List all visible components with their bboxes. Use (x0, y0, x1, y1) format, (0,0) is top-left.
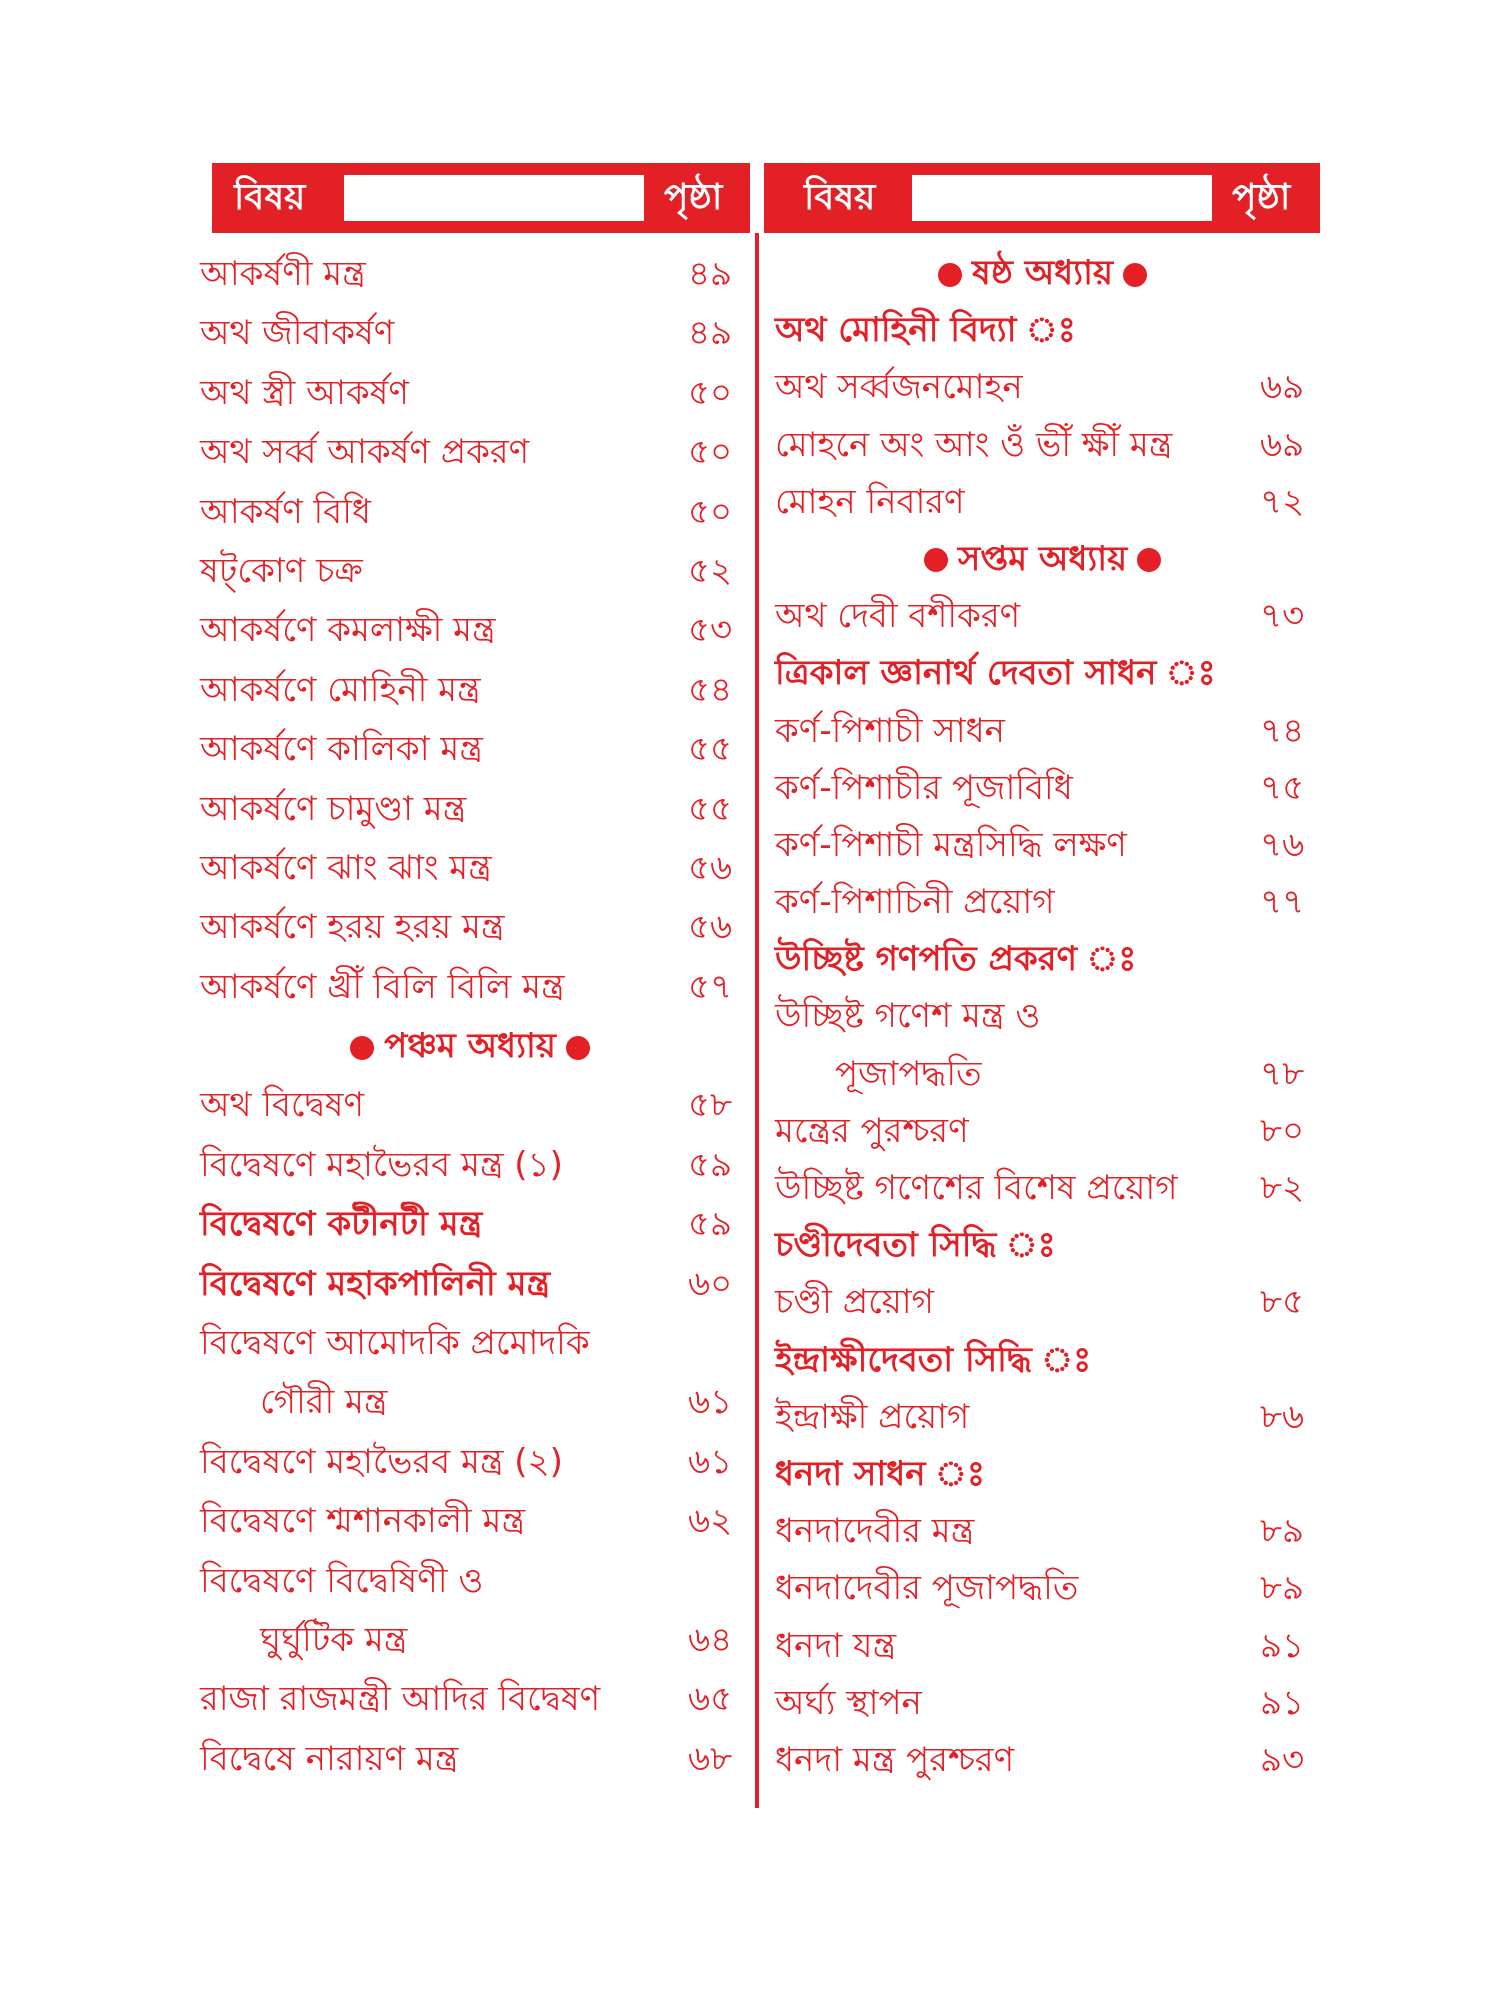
toc-entry (775, 703, 1310, 760)
toc-entry (775, 417, 1310, 474)
header-gap (750, 163, 764, 233)
toc-entry-title: মোহনে অং আং ওঁ ভীঁ ক্ষীঁ মন্ত্র (775, 424, 1173, 465)
toc-entry-title: ধনদা মন্ত্র পুরশ্চরণ (775, 1739, 1015, 1780)
toc-entry-page-number: ৯১ (1260, 1625, 1305, 1666)
toc-entry-page-number: ৬০ (688, 1263, 733, 1304)
toc-entry-title: আকর্ষণে হরয় হরয় মন্ত্র (200, 907, 505, 948)
toc-entry-page-number: ৫৯ (688, 1204, 733, 1245)
toc-entry (200, 1136, 740, 1195)
toc-entry-page-number: ৬৫ (688, 1679, 733, 1720)
toc-entry-title: ধনদা যন্ত্র (775, 1625, 897, 1666)
toc-entry (775, 1503, 1310, 1560)
toc-entry-title: আকর্ষণে মোহিনী মন্ত্র (200, 669, 481, 710)
toc-entry-page-number: ৫৫ (688, 788, 733, 829)
toc-entry-title: বিদ্বেষণে বিদ্বেষিণী ও (200, 1560, 484, 1601)
column-divider (755, 163, 759, 1808)
toc-entry-page-number: ৮৬ (1260, 1396, 1305, 1437)
toc-entry (775, 931, 1310, 988)
chapter-title: সপ্তম অধ্যায় (957, 538, 1128, 579)
toc-entry-title: ইন্দ্রাক্ষীদেবতা সিদ্ধি ঃ (775, 1339, 1092, 1380)
toc-entry-title: ধনদাদেবীর পূজাপদ্ধতি (775, 1568, 1079, 1609)
toc-entry (775, 1446, 1310, 1503)
toc-entry-page-number: ৬৯ (1260, 367, 1305, 408)
toc-entry (775, 874, 1310, 931)
toc-entry (775, 1389, 1310, 1446)
toc-entry (775, 1046, 1310, 1103)
toc-entry-page-number: ৮০ (1260, 1110, 1305, 1151)
chapter-heading (200, 1017, 740, 1076)
toc-entry (200, 1492, 740, 1551)
toc-entry-page-number: ৮৫ (1260, 1282, 1305, 1323)
toc-entry-title: বিদ্বেষণে আমোদকি প্রমোদকি (200, 1323, 590, 1364)
toc-entry-title: চণ্ডী প্রয়োগ (775, 1282, 934, 1323)
toc-entry (200, 1195, 740, 1254)
toc-entry (775, 1332, 1310, 1389)
bullet-dot-icon (1123, 263, 1147, 287)
toc-entry (200, 1076, 740, 1135)
bullet-dot-icon (350, 1036, 374, 1060)
toc-entry-page-number: ৭৬ (1260, 824, 1305, 865)
toc-entry (775, 988, 1310, 1045)
toc-entry-title: অথ মোহিনী বিদ্যা ঃ (775, 310, 1076, 351)
toc-entry (200, 1670, 740, 1729)
bullet-dot-icon (1137, 548, 1161, 572)
toc-entry (200, 1433, 740, 1492)
toc-entry-page-number: ৮৯ (1260, 1568, 1305, 1609)
toc-entry (200, 601, 740, 660)
left-page-header: পৃষ্ঠা (664, 177, 723, 218)
toc-entry-page-number: ৫৩ (688, 610, 733, 651)
toc-entry (200, 1255, 740, 1314)
toc-entry-page-number: ৫২ (688, 550, 733, 591)
toc-entry-page-number: ৪৯ (688, 313, 733, 354)
chapter-heading (775, 245, 1310, 302)
toc-entry-title: পূজাপদ্ধতি (835, 1053, 982, 1094)
toc-entry-title: উচ্ছিষ্ট গণেশের বিশেষ প্রয়োগ (775, 1168, 1178, 1208)
toc-entry-title: অথ সর্ব্ব আকর্ষণ প্রকরণ (200, 432, 530, 473)
toc-entry (775, 645, 1310, 702)
toc-entry (200, 542, 740, 601)
toc-entry-title: উচ্ছিষ্ট গণপতি প্রকরণ ঃ (775, 939, 1137, 980)
toc-entry-title: আকর্ষণে কালিকা মন্ত্র (200, 729, 483, 770)
toc-entry (775, 1560, 1310, 1617)
toc-entry-page-number: ৫৪ (688, 669, 733, 710)
toc-entry (200, 1314, 740, 1373)
toc-entry (775, 474, 1310, 531)
toc-entry-page-number: ৫০ (688, 491, 733, 532)
toc-entry (775, 1274, 1310, 1331)
toc-entry-title: অথ বিদ্বেষণ (200, 1085, 365, 1126)
left-header-bar (212, 163, 752, 233)
toc-entry (200, 483, 740, 542)
toc-entry-title: বিদ্বেষণে মহাভৈরব মন্ত্র (১) (200, 1144, 563, 1185)
toc-entry-title: আকর্ষণে খ্রীঁ বিলি বিলি মন্ত্র (200, 966, 565, 1007)
toc-entry-title: আকর্ষণে কমলাক্ষী মন্ত্র (200, 610, 496, 651)
toc-entry-title: রাজা রাজমন্ত্রী আদির বিদ্বেষণ (200, 1679, 601, 1720)
toc-entry-page-number: ৫৯ (688, 1144, 733, 1185)
toc-entry-page-number: ৭২ (1260, 481, 1305, 522)
toc-entry-title: অথ দেবী বশীকরণ (775, 596, 1021, 637)
toc-entry-title: অথ জীবাকর্ষণ (200, 313, 395, 354)
toc-entry-title: ধনদা সাধন ঃ (775, 1453, 985, 1494)
toc-entry (200, 304, 740, 363)
toc-entry-page-number: ৫০ (688, 372, 733, 413)
toc-entry-page-number: ৯৩ (1260, 1739, 1305, 1780)
toc-entry (775, 1675, 1310, 1732)
right-header-blank (912, 175, 1212, 221)
toc-entry-title: ইন্দ্রাক্ষী প্রয়োগ (775, 1396, 970, 1437)
bullet-dot-icon (938, 263, 962, 287)
toc-entry (775, 817, 1310, 874)
toc-entry (200, 780, 740, 839)
toc-entry-page-number: ৭৫ (1260, 767, 1305, 808)
toc-entry-title: অথ স্ত্রী আকর্ষণ (200, 372, 409, 413)
toc-entry-title: কর্ণ-পিশাচীর পূজাবিধি (775, 767, 1073, 808)
toc-entry (775, 1160, 1310, 1217)
toc-entry-page-number: ৯১ (1260, 1682, 1305, 1723)
toc-entry-title: মন্ত্রের পুরশ্চরণ (775, 1110, 969, 1151)
toc-entry (775, 1732, 1310, 1789)
toc-entry (200, 839, 740, 898)
bullet-dot-icon (924, 548, 948, 572)
toc-entry (200, 364, 740, 423)
toc-entry-title: আকর্ষণে চামুণ্ডা মন্ত্র (200, 788, 467, 829)
toc-entry-page-number: ৫৮ (688, 1085, 733, 1126)
toc-entry-page-number: ৬৪ (688, 1619, 733, 1660)
toc-entry (200, 661, 740, 720)
toc-entry (775, 760, 1310, 817)
toc-entry (200, 720, 740, 779)
toc-entry-title: বিদ্বেষণে শ্মশানকালী মন্ত্র (200, 1501, 526, 1542)
left-header-blank (344, 175, 644, 221)
toc-entry-title: বিদ্বেষণে মহাকপালিনী মন্ত্র (200, 1263, 551, 1304)
toc-entry-title: ষট্‌কোণ চক্র (200, 550, 363, 591)
right-header-bar (762, 163, 1320, 233)
toc-entry-title: ঘুর্ঘুটিক মন্ত্র (260, 1619, 408, 1660)
toc-entry-page-number: ৫৬ (688, 907, 733, 948)
right-toc-column (775, 245, 1310, 1789)
toc-entry-title: কর্ণ-পিশাচিনী প্রয়োগ (775, 882, 1055, 923)
left-topic-header: বিষয় (234, 177, 306, 218)
toc-entry (200, 898, 740, 957)
toc-entry-page-number: ৬৯ (1260, 424, 1305, 465)
toc-entry-page-number: ৭৭ (1260, 882, 1305, 923)
toc-entry (200, 423, 740, 482)
toc-entry-title: গৌরী মন্ত্র (260, 1382, 388, 1423)
right-page-header: পৃষ্ঠা (1232, 177, 1291, 218)
toc-entry (200, 1611, 740, 1670)
chapter-heading (775, 531, 1310, 588)
toc-entry-title: কর্ণ-পিশাচী মন্ত্রসিদ্ধি লক্ষণ (775, 824, 1127, 865)
toc-entry-title: বিদ্বেষণে কটীনটী মন্ত্র (200, 1204, 483, 1245)
toc-entry (200, 1373, 740, 1432)
toc-entry-title: অর্ঘ্য স্থাপন (775, 1682, 922, 1723)
toc-entry-page-number: ৫৬ (688, 847, 733, 888)
toc-entry-title: আকর্ষণী মন্ত্র (200, 254, 366, 294)
toc-entry-page-number: ৭৪ (1260, 710, 1305, 751)
toc-entry (200, 958, 740, 1017)
toc-entry-title: চণ্ডীদেবতা সিদ্ধি ঃ (775, 1225, 1056, 1266)
toc-entry (775, 1103, 1310, 1160)
toc-entry-page-number: ৮৯ (1260, 1511, 1305, 1552)
bullet-dot-icon (566, 1036, 590, 1060)
toc-entry (775, 1217, 1310, 1274)
toc-entry-title: বিদ্বেষণে মহাভৈরব মন্ত্র (২) (200, 1441, 563, 1482)
right-topic-header: বিষয় (804, 177, 876, 218)
toc-entry-page-number: ৫০ (688, 432, 733, 473)
toc-entry-title: আকর্ষণ বিধি (200, 491, 371, 532)
toc-entry (200, 1730, 740, 1789)
chapter-title: ষষ্ঠ অধ্যায় (972, 253, 1113, 293)
toc-entry-page-number: ৬৮ (688, 1738, 733, 1779)
toc-entry-title: কর্ণ-পিশাচী সাধন (775, 710, 1005, 751)
toc-entry-title: ধনদাদেবীর মন্ত্র (775, 1511, 975, 1552)
toc-entry-title: বিদ্বেষে নারায়ণ মন্ত্র (200, 1738, 459, 1779)
toc-entry (200, 245, 740, 304)
toc-entry-title: আকর্ষণে ঝাং ঝাং মন্ত্র (200, 847, 492, 888)
toc-entry-title: মোহন নিবারণ (775, 481, 965, 522)
toc-entry-title: অথ সর্ব্বজনমোহন (775, 367, 1023, 408)
toc-entry-page-number: ৬১ (688, 1441, 733, 1482)
toc-entry (775, 359, 1310, 416)
toc-entry (200, 1552, 740, 1611)
chapter-title: পঞ্চম অধ্যায় (384, 1026, 556, 1067)
toc-entry-page-number: ৬১ (688, 1382, 733, 1423)
toc-entry-page-number: ৫৫ (688, 729, 733, 770)
toc-entry-page-number: ৬২ (688, 1501, 733, 1542)
left-toc-column (200, 245, 740, 1789)
toc-entry (775, 302, 1310, 359)
toc-entry-page-number: ৭৮ (1260, 1053, 1305, 1094)
toc-entry-title: ত্রিকাল জ্ঞানার্থ দেবতা সাধন ঃ (775, 653, 1216, 694)
toc-entry (775, 1618, 1310, 1675)
toc-entry (775, 588, 1310, 645)
toc-entry-page-number: ৭৩ (1260, 596, 1305, 637)
toc-entry-title: উচ্ছিষ্ট গণেশ মন্ত্র ও (775, 996, 1041, 1037)
toc-entry-page-number: ৮২ (1260, 1168, 1305, 1208)
toc-entry-page-number: ৪৯ (688, 254, 733, 294)
toc-entry-page-number: ৫৭ (688, 966, 733, 1007)
